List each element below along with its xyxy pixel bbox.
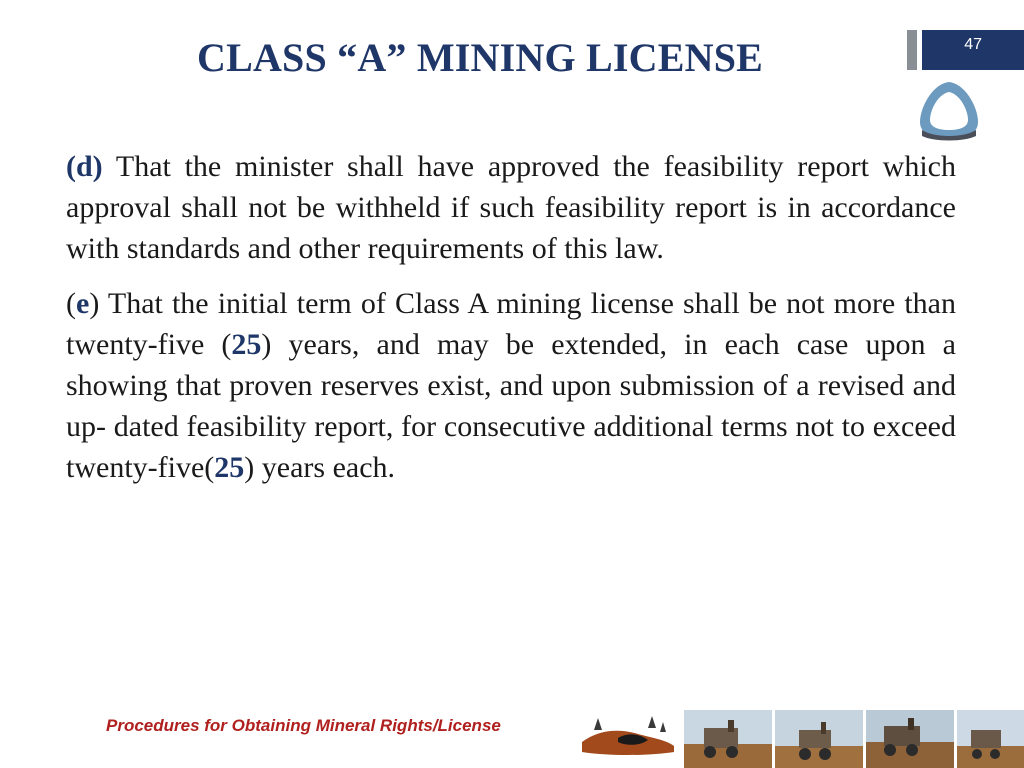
mining-photo-4 [957,710,1024,768]
paragraph-d-text: That the minister shall have approved the feasibility report which approval shall not be withheld if such feasibility report is in accordance with standards and other requirements of this law. [66,150,956,265]
slide-body [66,146,956,502]
paragraph-e-text-1: ) That the initial term of Class A mining license shall be not more than twenty-five ( [66,287,956,361]
paragraph-e-text-3: ) years each. [244,451,396,484]
paragraph-e-open: ( [66,287,76,320]
mining-photo-2 [775,710,863,768]
paragraph-e-marker: e [76,287,90,320]
paragraph-d-marker: (d) [66,150,103,183]
paragraph-e-number-2: 25 [214,451,245,484]
mining-photo-1 [684,710,772,768]
logo-icon [914,78,984,142]
slide-number-accent-bar [907,30,917,70]
footer-caption: Procedures for Obtaining Mineral Rights/License [106,716,501,735]
paragraph-e [66,283,956,488]
mining-illustration-icon [578,712,678,758]
paragraph-e-text-2: ) years, and may be extended, in each case upon a showing that proven reserves exist, and upon submission of a revised and up- dated feasibility report, for consecutive additional terms not to exceed twenty-five( [66,328,956,484]
paragraph-d [66,146,956,269]
slide-number: 47 [964,36,982,53]
paragraph-e-number-1: 25 [231,328,262,361]
mining-photo-3 [866,710,954,768]
slide-title: CLASS “A” MINING LICENSE [196,35,764,80]
